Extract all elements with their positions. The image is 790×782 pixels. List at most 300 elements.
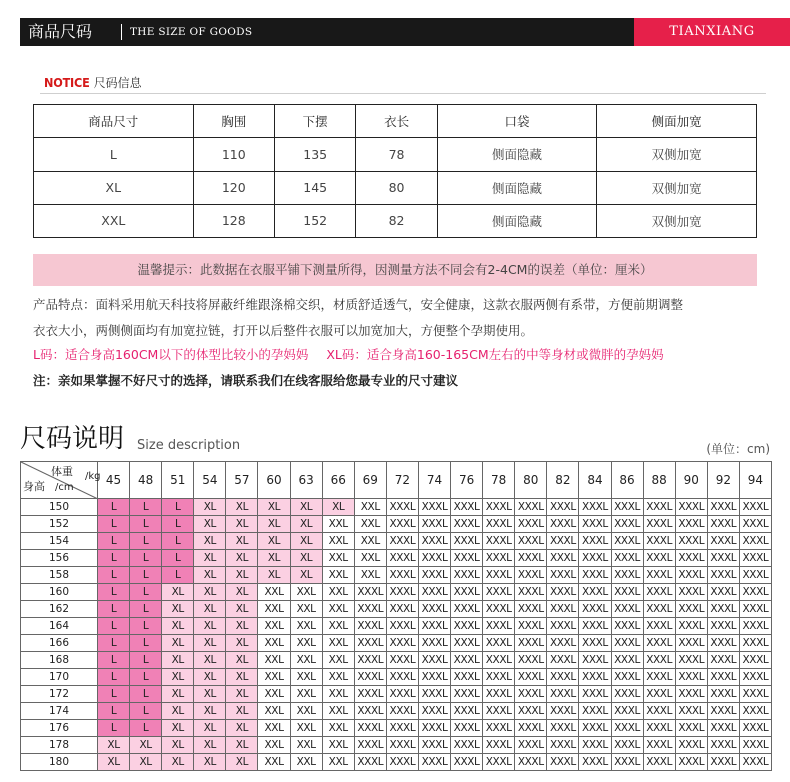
weight-header-cell: 45	[98, 462, 130, 499]
size-cell: L	[162, 550, 194, 567]
weight-header-cell: 94	[739, 462, 771, 499]
size-cell: XXXL	[386, 737, 418, 754]
size-cell: XXXL	[611, 516, 643, 533]
size-cell: XXXL	[354, 635, 386, 652]
size-cell: XXXL	[611, 720, 643, 737]
size-cell: XXXL	[611, 533, 643, 550]
size-cell: XXXL	[547, 601, 579, 618]
size-cell: XXXL	[386, 618, 418, 635]
size-cell: XXXL	[451, 686, 483, 703]
size-cell: XXXL	[418, 720, 450, 737]
weight-header-cell: 82	[547, 462, 579, 499]
size-cell: XXXL	[418, 550, 450, 567]
size-info-header-row	[34, 105, 757, 138]
size-cell: XXXL	[643, 550, 675, 567]
size-info-cell: 120	[193, 171, 274, 204]
size-cell: L	[162, 567, 194, 584]
size-cell: L	[98, 686, 130, 703]
size-cell: XXXL	[611, 584, 643, 601]
size-cell: L	[130, 601, 162, 618]
size-cell: XXXL	[547, 703, 579, 720]
size-cell: XXXL	[386, 754, 418, 771]
size-cell: XL	[194, 618, 226, 635]
size-info-cell: 双侧加宽	[597, 171, 757, 204]
size-cell: XXXL	[707, 635, 739, 652]
corner-height-label: 身高	[23, 480, 45, 493]
size-cell: XL	[226, 754, 258, 771]
size-cell: XXXL	[643, 584, 675, 601]
size-cell: XXXL	[515, 652, 547, 669]
size-chart-row	[21, 516, 772, 533]
size-chart-row	[21, 584, 772, 601]
size-cell: XXXL	[675, 686, 707, 703]
size-cell: XL	[290, 516, 322, 533]
fit-guidance	[33, 344, 773, 366]
size-cell: XXXL	[739, 601, 771, 618]
size-cell: XXXL	[483, 669, 515, 686]
weight-header-cell: 51	[162, 462, 194, 499]
weight-header-cell: 74	[418, 462, 450, 499]
size-cell: XXXL	[739, 584, 771, 601]
size-chart-row	[21, 567, 772, 584]
size-cell: XXXL	[418, 584, 450, 601]
size-cell: XXXL	[451, 635, 483, 652]
size-cell: XL	[226, 550, 258, 567]
size-cell: XXXL	[643, 669, 675, 686]
size-cell: XXXL	[386, 669, 418, 686]
size-chart-subtitle: Size description	[137, 438, 241, 453]
weight-header-cell: 57	[226, 462, 258, 499]
size-cell: XXXL	[386, 516, 418, 533]
size-chart-corner	[21, 462, 101, 499]
size-cell: L	[162, 499, 194, 516]
size-cell: XL	[162, 635, 194, 652]
size-cell: XXL	[354, 533, 386, 550]
height-header-cell: 154	[21, 533, 98, 550]
size-cell: XXXL	[386, 567, 418, 584]
size-cell: XXXL	[354, 669, 386, 686]
size-cell: XXXL	[483, 516, 515, 533]
size-cell: XL	[194, 703, 226, 720]
size-cell: XXXL	[675, 601, 707, 618]
size-cell: XXXL	[739, 550, 771, 567]
size-cell: XXL	[290, 635, 322, 652]
size-cell: XXXL	[547, 635, 579, 652]
size-cell: XXL	[322, 618, 354, 635]
size-cell: XXXL	[386, 533, 418, 550]
height-header-cell: 172	[21, 686, 98, 703]
size-cell: XXXL	[579, 499, 611, 516]
size-info-header: 下摆	[274, 105, 355, 138]
size-cell: XL	[290, 499, 322, 516]
size-cell: XL	[194, 669, 226, 686]
size-cell: XXXL	[707, 533, 739, 550]
size-cell: XXXL	[643, 516, 675, 533]
size-cell: XXXL	[483, 720, 515, 737]
size-cell: XXXL	[707, 618, 739, 635]
size-chart-row	[21, 499, 772, 516]
size-cell: XXXL	[451, 567, 483, 584]
size-cell: XXXL	[675, 584, 707, 601]
size-cell: XXXL	[515, 584, 547, 601]
size-cell: XXXL	[354, 601, 386, 618]
size-info-header: 胸围	[193, 105, 274, 138]
size-cell: XXXL	[675, 703, 707, 720]
size-cell: XL	[162, 754, 194, 771]
size-cell: XXXL	[739, 533, 771, 550]
size-cell: L	[130, 584, 162, 601]
size-cell: XXXL	[451, 533, 483, 550]
size-cell: XXXL	[418, 754, 450, 771]
size-cell: XXXL	[643, 635, 675, 652]
size-cell: XXL	[258, 686, 290, 703]
weight-header-cell: 76	[451, 462, 483, 499]
size-cell: XXXL	[739, 737, 771, 754]
size-cell: XL	[226, 669, 258, 686]
size-cell: XXXL	[611, 601, 643, 618]
size-cell: XXXL	[675, 567, 707, 584]
weight-header-cell: 63	[290, 462, 322, 499]
header-title-en: THE SIZE OF GOODS	[130, 26, 253, 38]
size-cell: XL	[194, 567, 226, 584]
size-cell: L	[98, 516, 130, 533]
size-cell: XL	[162, 703, 194, 720]
size-cell: XXXL	[579, 652, 611, 669]
measurement-tip: 温馨提示：此数据在衣服平铺下测量所得，因测量方法不同会有2-4CM的误差（单位：厘米）	[33, 254, 757, 286]
size-cell: XXXL	[579, 635, 611, 652]
size-advice-note: 注：亲如果掌握不好尺寸的选择，请联系我们在线客服给您最专业的尺寸建议	[33, 373, 459, 388]
size-cell: XXXL	[675, 550, 707, 567]
size-cell: XXXL	[418, 601, 450, 618]
height-header-cell: 180	[21, 754, 98, 771]
size-cell: XXXL	[611, 737, 643, 754]
size-cell: XXXL	[418, 635, 450, 652]
size-cell: XXXL	[707, 686, 739, 703]
size-cell: L	[130, 567, 162, 584]
size-cell: XXXL	[483, 550, 515, 567]
size-cell: XXXL	[707, 550, 739, 567]
size-cell: XXXL	[675, 754, 707, 771]
size-cell: XXXL	[675, 516, 707, 533]
size-cell: XXL	[322, 669, 354, 686]
corner-weight-label: 体重	[51, 465, 73, 478]
size-cell: XXXL	[547, 533, 579, 550]
size-cell: XL	[194, 737, 226, 754]
size-info-cell: XL	[34, 171, 194, 204]
size-cell: L	[98, 601, 130, 618]
size-cell: L	[98, 584, 130, 601]
size-cell: XXXL	[579, 567, 611, 584]
size-cell: XL	[194, 635, 226, 652]
size-info-cell: 双侧加宽	[597, 138, 757, 171]
size-cell: XL	[194, 584, 226, 601]
size-cell: XXXL	[611, 567, 643, 584]
size-info-cell: 80	[356, 171, 437, 204]
size-chart-row	[21, 550, 772, 567]
size-cell: XXL	[258, 635, 290, 652]
header-divider	[121, 24, 122, 40]
size-cell: XXL	[258, 584, 290, 601]
size-cell: XXXL	[739, 686, 771, 703]
size-cell: XXXL	[418, 703, 450, 720]
size-cell: XL	[162, 720, 194, 737]
size-cell: XXXL	[707, 601, 739, 618]
size-cell: XXXL	[547, 618, 579, 635]
size-cell: XXXL	[483, 567, 515, 584]
size-cell: XL	[162, 652, 194, 669]
size-info-row	[34, 138, 757, 171]
size-cell: XXXL	[515, 550, 547, 567]
size-cell: XXXL	[418, 618, 450, 635]
size-cell: XXXL	[483, 754, 515, 771]
size-cell: L	[98, 652, 130, 669]
size-cell: XL	[322, 499, 354, 516]
size-cell: L	[130, 550, 162, 567]
size-info-cell: 78	[356, 138, 437, 171]
size-cell: XXXL	[579, 754, 611, 771]
size-cell: XXXL	[354, 754, 386, 771]
size-cell: XL	[290, 550, 322, 567]
size-cell: L	[98, 499, 130, 516]
size-cell: XXXL	[579, 686, 611, 703]
size-chart-row	[21, 652, 772, 669]
size-info-cell: 侧面隐藏	[437, 171, 597, 204]
size-cell: XXXL	[451, 618, 483, 635]
weight-header-cell: 72	[386, 462, 418, 499]
size-cell: XXL	[322, 754, 354, 771]
size-cell: XXXL	[547, 669, 579, 686]
fit-xl-text: XL码：适合身高160-165CM左右的中等身材或微胖的孕妈妈	[326, 347, 664, 362]
size-chart-row	[21, 754, 772, 771]
size-cell: XXL	[322, 584, 354, 601]
size-cell: XXXL	[354, 652, 386, 669]
size-cell: L	[130, 652, 162, 669]
size-cell: XXXL	[675, 669, 707, 686]
size-cell: XXXL	[611, 635, 643, 652]
size-cell: XXXL	[707, 584, 739, 601]
size-cell: XL	[258, 550, 290, 567]
size-cell: XXXL	[643, 567, 675, 584]
size-chart-row	[21, 618, 772, 635]
size-cell: XXXL	[739, 703, 771, 720]
size-chart-grid	[20, 461, 772, 771]
features-line-1: 产品特点：面料采用航天科技将屏蔽纤维跟涤棉交织，材质舒适透气，安全健康，这款衣服两侧有系带，方便前期调整	[33, 297, 684, 312]
size-cell: L	[130, 516, 162, 533]
size-cell: XXXL	[354, 737, 386, 754]
size-cell: XXXL	[707, 567, 739, 584]
size-cell: XXXL	[483, 737, 515, 754]
size-cell: XL	[226, 618, 258, 635]
size-cell: XXL	[290, 686, 322, 703]
size-cell: XXL	[354, 499, 386, 516]
size-cell: XXXL	[547, 686, 579, 703]
size-cell: XXXL	[418, 516, 450, 533]
size-cell: XL	[226, 516, 258, 533]
header-title-cn: 商品尺码	[28, 22, 93, 41]
size-cell: L	[130, 499, 162, 516]
size-cell: XL	[226, 703, 258, 720]
size-cell: L	[98, 533, 130, 550]
size-chart-row	[21, 533, 772, 550]
size-cell: XXXL	[579, 533, 611, 550]
size-cell: XXXL	[739, 618, 771, 635]
height-header-cell: 156	[21, 550, 98, 567]
size-cell: XXXL	[643, 703, 675, 720]
size-cell: XXXL	[483, 584, 515, 601]
size-cell: XXL	[322, 550, 354, 567]
size-cell: XXXL	[483, 618, 515, 635]
size-cell: XXXL	[451, 550, 483, 567]
notice-label: 尺码信息	[93, 76, 142, 90]
size-cell: XXXL	[483, 601, 515, 618]
size-cell: XXXL	[611, 652, 643, 669]
size-info-cell: 82	[356, 204, 437, 237]
size-info-cell: 152	[274, 204, 355, 237]
size-cell: XL	[98, 737, 130, 754]
size-cell: XXXL	[354, 720, 386, 737]
size-cell: XXXL	[739, 499, 771, 516]
size-cell: XXXL	[579, 737, 611, 754]
size-cell: XXXL	[386, 652, 418, 669]
size-cell: XL	[162, 669, 194, 686]
size-cell: XXXL	[386, 720, 418, 737]
size-cell: XXL	[322, 720, 354, 737]
size-cell: XXXL	[547, 499, 579, 516]
height-header-cell: 170	[21, 669, 98, 686]
size-info-cell: 110	[193, 138, 274, 171]
size-cell: XL	[226, 567, 258, 584]
weight-header-cell: 84	[579, 462, 611, 499]
weight-header-cell: 69	[354, 462, 386, 499]
height-header-cell: 158	[21, 567, 98, 584]
brand-badge: TIANXIANG	[634, 18, 790, 46]
height-header-cell: 176	[21, 720, 98, 737]
size-cell: XXXL	[483, 635, 515, 652]
size-cell: L	[130, 720, 162, 737]
size-cell: XXXL	[386, 601, 418, 618]
size-cell: XXL	[290, 754, 322, 771]
size-cell: XXL	[354, 567, 386, 584]
size-cell: XXXL	[643, 533, 675, 550]
size-cell: L	[130, 533, 162, 550]
size-cell: XXL	[322, 533, 354, 550]
size-cell: XL	[194, 533, 226, 550]
size-cell: XXXL	[643, 720, 675, 737]
size-cell: XXXL	[451, 601, 483, 618]
size-cell: XL	[258, 516, 290, 533]
size-cell: XXXL	[675, 635, 707, 652]
size-cell: XXXL	[451, 669, 483, 686]
size-cell: XXXL	[451, 737, 483, 754]
size-info-header: 口袋	[437, 105, 597, 138]
size-cell: XXXL	[739, 720, 771, 737]
size-cell: XXL	[322, 601, 354, 618]
size-cell: XXXL	[451, 584, 483, 601]
size-cell: XXL	[354, 550, 386, 567]
size-cell: XXXL	[386, 584, 418, 601]
size-cell: XXXL	[547, 567, 579, 584]
size-cell: XXXL	[739, 652, 771, 669]
height-header-cell: 152	[21, 516, 98, 533]
size-cell: XL	[194, 720, 226, 737]
size-cell: XXL	[322, 686, 354, 703]
size-chart-row	[21, 737, 772, 754]
size-cell: XXXL	[386, 499, 418, 516]
size-cell: XXXL	[451, 703, 483, 720]
size-cell: XXXL	[354, 618, 386, 635]
size-cell: XL	[226, 499, 258, 516]
size-chart-row	[21, 686, 772, 703]
size-cell: XXL	[258, 652, 290, 669]
size-cell: XXXL	[451, 720, 483, 737]
size-info-cell: L	[34, 138, 194, 171]
size-cell: XXXL	[611, 550, 643, 567]
header-bar	[20, 18, 790, 46]
size-cell: XL	[226, 686, 258, 703]
height-header-cell: 160	[21, 584, 98, 601]
size-cell: XL	[226, 737, 258, 754]
size-cell: XXXL	[739, 567, 771, 584]
size-cell: XXL	[290, 584, 322, 601]
size-cell: XL	[194, 601, 226, 618]
size-cell: XXXL	[515, 601, 547, 618]
notice-heading	[44, 72, 142, 92]
height-header-cell: 174	[21, 703, 98, 720]
size-cell: XL	[194, 516, 226, 533]
size-cell: XXL	[258, 669, 290, 686]
corner-weight-unit: /kg	[85, 471, 101, 482]
size-cell: XXXL	[707, 652, 739, 669]
weight-header-cell: 88	[643, 462, 675, 499]
size-cell: XXXL	[707, 754, 739, 771]
size-cell: XL	[290, 567, 322, 584]
size-cell: L	[98, 703, 130, 720]
size-cell: XXXL	[483, 703, 515, 720]
size-cell: XXXL	[675, 533, 707, 550]
size-cell: L	[98, 567, 130, 584]
size-cell: XXXL	[579, 601, 611, 618]
size-cell: L	[130, 618, 162, 635]
size-cell: XL	[194, 686, 226, 703]
size-cell: XL	[194, 550, 226, 567]
size-cell: XXL	[290, 737, 322, 754]
size-chart-row	[21, 720, 772, 737]
weight-header-cell: 80	[515, 462, 547, 499]
size-cell: XXXL	[451, 499, 483, 516]
size-cell: XXL	[322, 516, 354, 533]
size-cell: XL	[130, 737, 162, 754]
size-cell: XXXL	[547, 516, 579, 533]
size-cell: L	[98, 669, 130, 686]
size-cell: XXXL	[643, 737, 675, 754]
size-cell: XL	[162, 601, 194, 618]
size-info-row	[34, 204, 757, 237]
size-cell: XXXL	[547, 737, 579, 754]
size-cell: XL	[226, 584, 258, 601]
size-cell: XXXL	[707, 703, 739, 720]
weight-header-cell: 48	[130, 462, 162, 499]
size-cell: XXXL	[707, 720, 739, 737]
size-cell: XXXL	[707, 737, 739, 754]
size-cell: XXL	[290, 652, 322, 669]
size-cell: XL	[258, 533, 290, 550]
size-cell: XXXL	[579, 550, 611, 567]
size-cell: XXXL	[515, 754, 547, 771]
size-cell: XXXL	[643, 499, 675, 516]
size-cell: XXXL	[675, 499, 707, 516]
size-cell: XXXL	[386, 635, 418, 652]
size-cell: XXXL	[354, 584, 386, 601]
